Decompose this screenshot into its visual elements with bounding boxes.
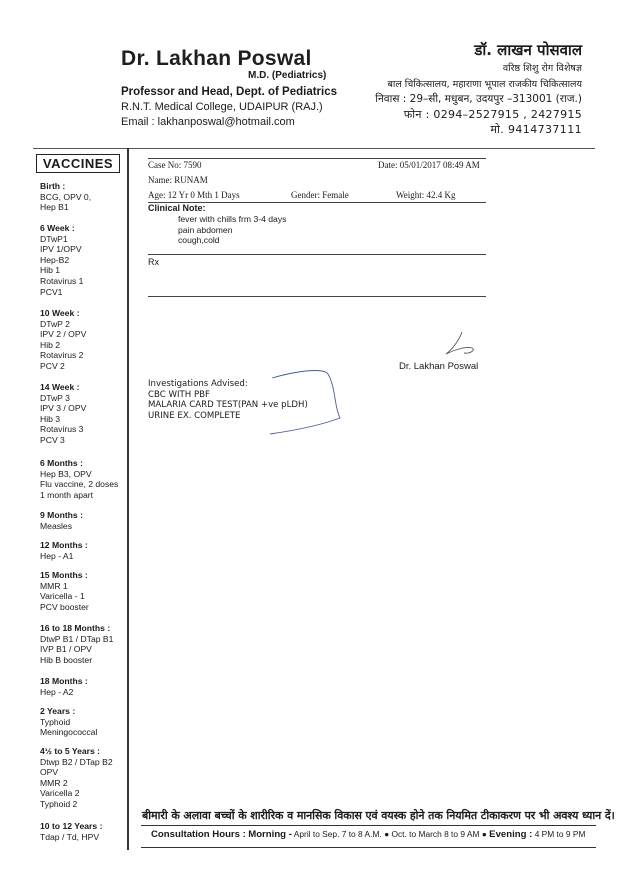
vaccine-group-title: 2 Years : <box>40 706 76 716</box>
vaccine-item: DtwP B1 / DTap B1 <box>40 633 114 644</box>
vaccine-group-title: 10 Week : <box>40 308 80 318</box>
hours-title: Consultation Hours : <box>151 829 246 840</box>
vaccine-item: OPV <box>40 767 59 778</box>
clinical-note-line: cough,cold <box>178 235 220 245</box>
doctor-name: Dr. Lakhan Poswal <box>121 47 312 70</box>
vaccine-group-title: 9 Months : <box>40 510 83 520</box>
vaccine-group-title: 6 Months : <box>40 458 83 468</box>
vaccine-group <box>40 676 128 697</box>
clinical-note-line: fever with chills frm 3-4 days <box>178 214 287 224</box>
vaccine-item: PCV 3 <box>40 434 65 445</box>
vaccine-item: PCV booster <box>40 601 89 612</box>
investigation-item: CBC WITH PBF <box>148 389 210 400</box>
doctor-email: Email : lakhanposwal@hotmail.com <box>121 116 295 128</box>
vaccine-item: Measles <box>40 520 72 531</box>
doctor-degree: M.D. (Pediatrics) <box>248 70 327 81</box>
divider <box>148 296 486 297</box>
vaccine-item: Rotavirus 1 <box>40 275 84 286</box>
vaccine-group-title: 4½ to 5 Years : <box>40 746 101 756</box>
vaccine-item: Meningococcal <box>40 727 98 738</box>
investigation-item: MALARIA CARD TEST(PAN +ve pLDH) <box>148 400 308 410</box>
vaccine-item: Hib 2 <box>40 339 61 350</box>
vaccine-group <box>40 308 128 372</box>
vaccine-item: 1 month apart <box>40 489 94 500</box>
hindi-address: निवास : 29–सी, मधुबन, उदयपुर –313001 (राज.) <box>375 93 582 105</box>
vaccine-item: IPV 1/OPV <box>40 244 82 255</box>
vaccine-item: Varicella 2 <box>40 788 80 799</box>
morning-hours: April to Sep. 7 to 8 A.M. ● Oct. to March 8 to 9 AM ● <box>293 829 487 839</box>
vaccine-group <box>40 382 128 446</box>
vaccine-item: Hep B3, OPV <box>40 468 92 479</box>
vaccine-group-title: 6 Week : <box>40 223 75 233</box>
hindi-hospital: बाल चिकित्सालय, महाराणा भूपाल राजकीय चिकित्सालय <box>387 79 582 90</box>
vaccine-item: Rotavirus 2 <box>40 350 84 361</box>
vaccine-group <box>40 458 128 500</box>
footer-divider <box>141 825 596 826</box>
evening-hours: 4 PM to 9 PM <box>534 829 586 839</box>
patient-weight: Weight: 42.4 Kg <box>396 190 456 200</box>
clinical-note-line: pain abdomen <box>178 224 233 235</box>
vaccine-item: Hep B1 <box>40 202 69 213</box>
vaccine-item: DTwP 2 <box>40 318 70 329</box>
vaccine-group <box>40 181 128 213</box>
vaccine-item: Hep-B2 <box>40 254 70 265</box>
vaccine-item: Tdap / Td, HPV <box>40 831 100 842</box>
vaccine-item: Hib B booster <box>40 654 93 665</box>
patient-age: Age: 12 Yr 0 Mth 1 Days <box>148 190 240 200</box>
case-date: Date: 05/01/2017 08:49 AM <box>378 160 480 170</box>
vaccine-group-title: 12 Months : <box>40 540 88 550</box>
vaccine-item: Typhoid 2 <box>40 798 78 809</box>
vaccine-group-title: 14 Week : <box>40 382 80 392</box>
vaccine-item: MMR 1 <box>40 580 68 591</box>
hindi-phone: फोन : 0294–2527915 , 2427915 <box>403 108 582 121</box>
evening-label: Evening : <box>489 829 533 840</box>
vaccine-group <box>40 540 128 561</box>
doctor-college: R.N.T. Medical College, UDAIPUR (RAJ.) <box>121 101 323 113</box>
doctor-position: Professor and Head, Dept. of Pediatrics <box>121 86 338 98</box>
vaccine-item: Flu vaccine, 2 doses <box>40 479 119 490</box>
investigation-item: URINE EX. COMPLETE <box>148 410 241 421</box>
vaccine-group <box>40 510 128 531</box>
hindi-footer-note: बीमारी के अलावा बच्चों के शारीरिक व मानसिक विकास एवं वयस्क होने तक नियमित टीकाकरण पर भी अवश्य ध्यान दें। <box>142 809 615 822</box>
handwritten-bracket-icon <box>240 366 360 438</box>
vaccine-item: Hep - A1 <box>40 550 74 561</box>
investigations-title: Investigations Advised: <box>148 379 248 389</box>
vaccine-group <box>40 746 128 810</box>
vaccine-group-title: 16 to 18 Months : <box>40 623 111 633</box>
vaccine-item: IPV 3 / OPV <box>40 403 87 414</box>
patient-gender: Gender: Female <box>291 190 349 200</box>
signature-name: Dr. Lakhan Poswal <box>399 361 479 372</box>
vaccines-title: VACCINES <box>36 154 120 173</box>
vaccine-item: Typhoid <box>40 716 71 727</box>
vaccine-item: Varicella - 1 <box>40 591 85 602</box>
hindi-specialist: वरिष्ठ शिशु रोग विशेषज्ञ <box>502 63 582 74</box>
case-top-rule <box>148 158 486 159</box>
vaccine-item: MMR 2 <box>40 777 68 788</box>
vaccine-item: Hib 1 <box>40 265 61 276</box>
vaccine-group <box>40 223 128 297</box>
vaccine-group-title: Birth : <box>40 181 66 191</box>
vaccine-group <box>40 706 128 738</box>
vaccine-item: DTwP1 <box>40 233 68 244</box>
morning-label: Morning - <box>248 829 292 840</box>
vaccine-group-title: 10 to 12 Years : <box>40 821 103 831</box>
vaccine-item: IVP B1 / OPV <box>40 644 92 655</box>
vaccine-group-title: 18 Months : <box>40 676 88 686</box>
vaccine-group <box>40 623 128 665</box>
vaccine-group <box>40 821 128 842</box>
clinical-note-title: Clinical Note: <box>148 203 206 213</box>
hindi-mobile: मो. 9414737111 <box>490 123 582 136</box>
vaccine-item: Hep - A2 <box>40 686 74 697</box>
vaccine-item: PCV1 <box>40 286 63 297</box>
vaccine-item: BCG, OPV 0, <box>40 191 92 202</box>
vaccine-item: Hib 3 <box>40 413 61 424</box>
rx-label: Rx <box>148 257 159 267</box>
vaccine-item: PCV 2 <box>40 360 65 371</box>
vaccine-group-title: 15 Months : <box>40 570 88 580</box>
vaccine-item: DTwP 3 <box>40 392 70 403</box>
case-number: Case No: 7590 <box>148 160 202 170</box>
footer-divider <box>141 847 596 848</box>
vaccine-item: Rotavirus 3 <box>40 424 84 435</box>
signature-scribble-icon <box>440 326 490 360</box>
header-divider <box>33 148 595 149</box>
vaccine-item: IPV 2 / OPV <box>40 329 87 340</box>
hindi-doctor-name: डॉ. लाखन पोसवाल <box>474 41 582 59</box>
vaccine-item: Dtwp B2 / DTap B2 <box>40 756 113 767</box>
patient-name: Name: RUNAM <box>148 175 208 185</box>
vaccine-group <box>40 570 128 612</box>
divider <box>148 254 486 255</box>
consultation-hours <box>151 829 585 840</box>
